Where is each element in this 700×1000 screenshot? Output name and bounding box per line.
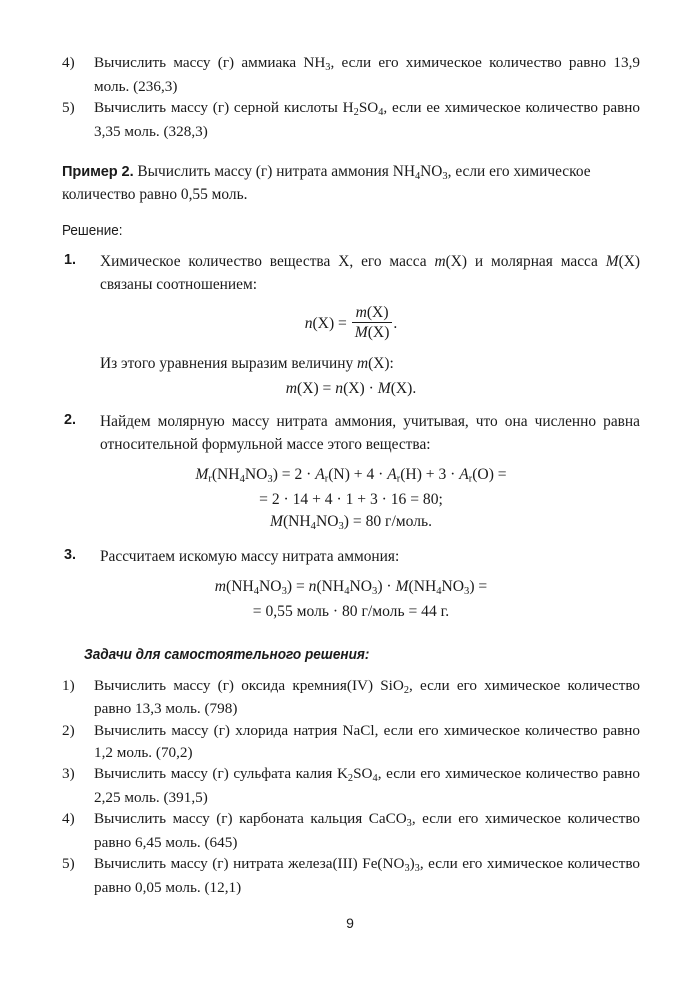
step-text: Рассчитаем искомую массу нитрата аммония: [100, 548, 400, 566]
formula-group-molar-mass [62, 464, 640, 534]
list-item-text: Вычислить массу (г) хлорида натрия NaCl, если его химическое количество равно 1,2 моль. (70,2) [94, 721, 640, 761]
fraction [352, 304, 393, 342]
solution-step [62, 545, 640, 568]
list-item-text: Вычислить массу (г) оксида кремния(IV) SiO$_2$, если его химическое количество равно 13,3 моль. (798) [94, 676, 640, 718]
solution-heading: Решение: [62, 221, 123, 239]
list-item-marker: 1) [62, 676, 75, 694]
list-item [62, 52, 640, 97]
self-study-heading: Задачи для самостоятельного решения: [84, 646, 370, 663]
solution-step [62, 250, 640, 297]
formula-Mr-line1: $Mr(NH_4NO_3) = 2 \cdot Ar(N) + 4 \cdot Ar(H) + 3 \cdot Ar(O)$ = [195, 466, 507, 486]
solution-steps-2 [62, 410, 640, 457]
top-task-list [62, 52, 640, 142]
example-label: Пример 2. [62, 164, 134, 181]
step-marker: 1. [64, 251, 77, 268]
page-content [62, 52, 640, 899]
step-marker: 3. [64, 547, 77, 564]
list-item [62, 763, 640, 808]
list-item-text: Вычислить массу (г) серной кислоты $H_2SO_4$, если ее химическое количество равно 3,35 моль. (328,3) [94, 99, 640, 140]
list-item [62, 808, 640, 853]
list-item-text: Вычислить массу (г) сульфата калия $K_2SO_4$, если его химическое количество равно 2,25 моль. (391,5) [94, 765, 640, 806]
formula-n-equals-m-over-M: n(X) = $\frac{m(X)}{M(X)}$ . [304, 303, 398, 341]
solution-steps-3 [62, 545, 640, 568]
list-item [62, 675, 640, 720]
list-item-marker: 2) [62, 721, 75, 739]
step-marker: 2. [64, 411, 77, 428]
formula-M-line3: $M(NH_4NO_3) = 80$ г/моль. [269, 512, 433, 532]
formula-m-equals-n-times-M: m(X) = n(X) · M(X). [285, 379, 417, 397]
list-item-text: Вычислить массу (г) аммиака $NH_3$, если его химическое количество равно 13,9 моль. (236,3) [94, 54, 640, 95]
formula-group-final-mass [62, 576, 640, 621]
list-item-text: Вычислить массу (г) нитрата железа(III) $Fe(NO_3)_3$, если его химическое количество равно 0,05 моль. (12,1) [94, 855, 640, 896]
formula-mass-line2: = 0,55 моль · 80 г/моль = 44 г. [252, 602, 450, 620]
solution-substep-text: Из этого уравнения выразим величину m(X): [100, 355, 394, 373]
list-item-text: Вычислить массу (г) карбоната кальция CaCO$_3$, если его химическое количество равно 6,45 моль. (645) [94, 810, 640, 851]
list-item-marker: 5) [62, 99, 75, 117]
example-paragraph [62, 161, 640, 206]
formula-Mr-line2: = 2 · 14 + 4 · 1 + 3 · 16 = 80; [259, 490, 443, 508]
list-item-marker: 5) [62, 855, 75, 873]
fraction-denominator: M(X) [352, 322, 393, 341]
solution-steps [62, 250, 640, 297]
formula-mass-line1: $m(NH_4NO_3) = n(NH_4NO_3) \cdot M(NH_4NO_3)$ = [214, 578, 488, 598]
step-text: Химическое количество вещества X, его масса m(X) и молярная масса M(X) связаны соотношением: [100, 252, 640, 294]
fraction-numerator: m(X) [355, 303, 389, 321]
solution-step [62, 410, 640, 457]
page-number: 9 [346, 915, 354, 931]
list-item-marker: 4) [62, 54, 75, 71]
list-item [62, 97, 640, 142]
example-text: Вычислить массу (г) нитрата аммония $NH_4NO_3$, если его химическое количество равно 0,55 моль. [62, 163, 591, 204]
list-item-marker: 3) [62, 765, 75, 783]
self-study-task-list [62, 675, 640, 899]
list-item [62, 720, 640, 763]
step-text: Найдем молярную массу нитрата аммония, учитывая, что она численно равна относительной формульной массе этого вещества: [100, 412, 640, 454]
list-item [62, 853, 640, 898]
list-item-marker: 4) [62, 810, 75, 828]
